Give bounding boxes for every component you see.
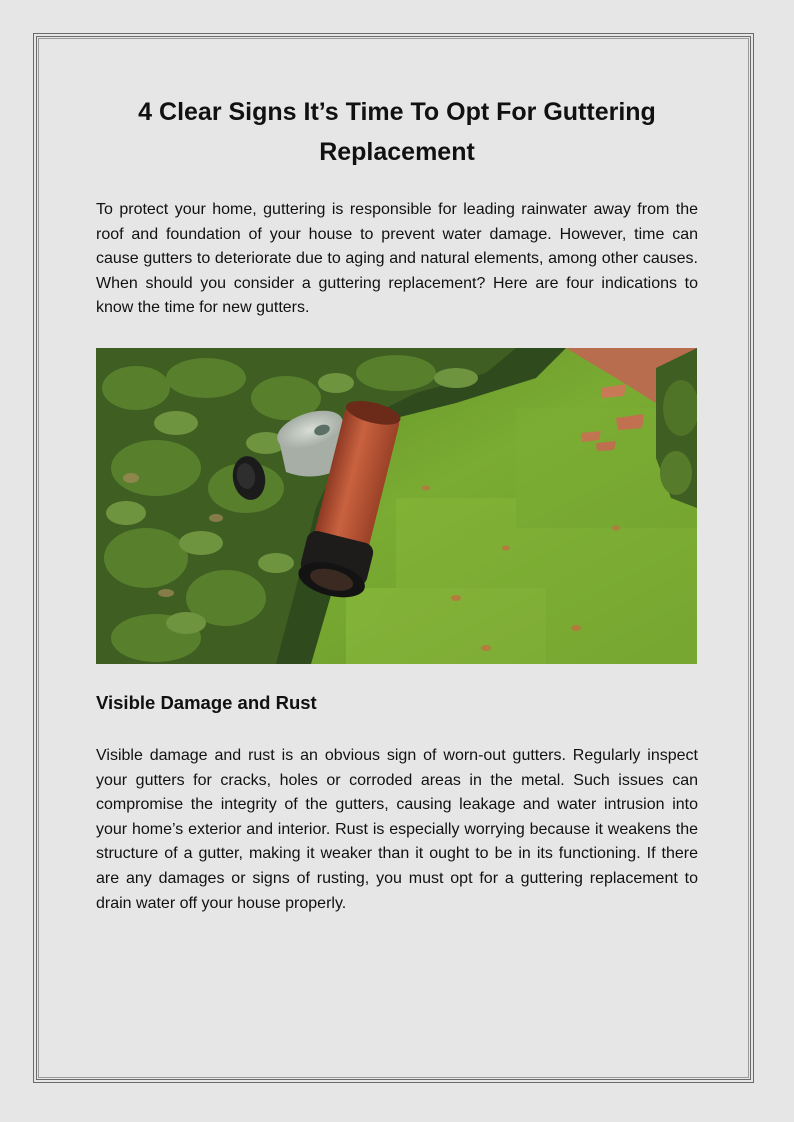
- right-shrub: [656, 348, 697, 508]
- document-title: 4 Clear Signs It’s Time To Opt For Guttering Replacement: [138, 98, 656, 166]
- intro-paragraph: To protect your home, guttering is responsible for leading rainwater away from the roof and foundation of your house to prevent water damage. However, time can cause gutters to deteriorate due to aging and natural elements, among other causes. When should you consider a guttering replacement? Here are four indications to know the time for new gutters.: [96, 201, 698, 317]
- document-content: [96, 92, 698, 916]
- section-heading: Visible Damage and Rust: [96, 691, 317, 713]
- broken-drainpipe-photo: [96, 348, 697, 664]
- section-paragraph: Visible damage and rust is an obvious sign of worn-out gutters. Regularly inspect your gutters for cracks, holes or corroded areas in the metal. Such issues can compromise the integrity of the gutters, causing leakage and water intrusion into your home’s exterior and interior. Rust is especially worrying because it weakens the structure of a gutter, making it weaker than it ought to be in its functioning. If there are any damages or signs of rusting, you must opt for a guttering replacement to drain water off your house properly.: [96, 746, 698, 912]
